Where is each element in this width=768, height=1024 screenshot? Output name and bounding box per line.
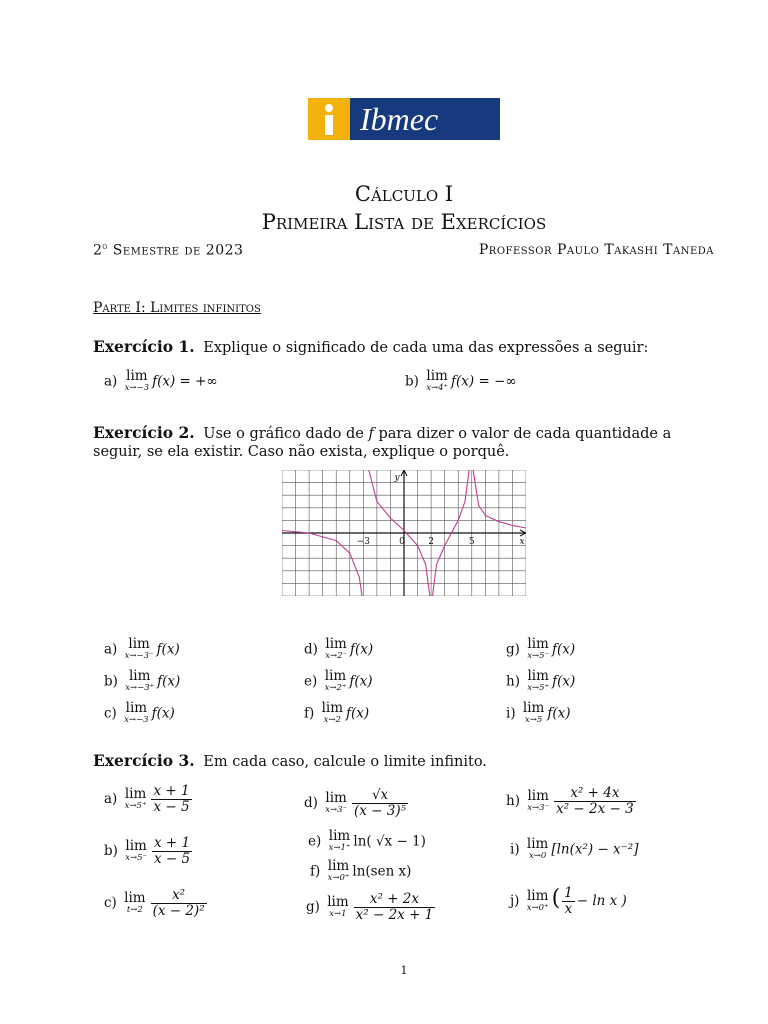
ex2-item-f: f) lim x→2 f(x) <box>304 700 370 725</box>
ex3-item-f: f) lim x→0⁺ ln(sen x) <box>310 858 412 883</box>
ex3-item-h: h) lim x→3⁻ $\frac{\text{x² + 4x}}{\text{x² − 2x − 3}}$ <box>506 785 634 817</box>
ex3-item-b: b) lim x→5⁻ $\frac{x + 1}{x - 5}$ <box>104 835 191 867</box>
professor: Professor Paulo Takashi Taneda <box>478 242 714 258</box>
ex3-item-g: g) lim x→1 $\frac{\text{x² + 2x}}{\text{x² − 2x + 1}}$ <box>306 891 434 923</box>
page-subtitle: Primeira Lista de Exercícios <box>261 210 547 234</box>
logo-i-mark <box>308 98 350 140</box>
page-number: 1 <box>400 964 408 977</box>
x-axis-label: x <box>519 537 525 547</box>
ex1-item-b: b) lim x→4⁺ f(x) = −∞ <box>405 368 517 393</box>
ex2-item-h: h) lim x→5⁺ f(x) <box>506 668 576 693</box>
ex1-item-a: a) lim x→−3 f(x) = +∞ <box>104 368 218 393</box>
ex2-item-b: b) lim x→−3⁺ f(x) <box>104 668 181 693</box>
x-tick-label: 2 <box>428 537 434 547</box>
x-tick-label: −3 <box>356 537 370 547</box>
part-heading: Parte I: Limites infinitos <box>93 300 261 316</box>
function-graph <box>282 470 526 596</box>
exercise-1: Exercício 1. Explique o significado de cada uma das expressões a seguir: <box>93 337 649 356</box>
ex2-item-e: e) lim x→2⁺ f(x) <box>304 668 373 693</box>
ex3-item-d: d) lim x→3⁻ $\frac{√x}{\text{(x − 3)⁵}}$ <box>304 787 407 819</box>
ex2-item-d: d) lim x→2⁻ f(x) <box>304 636 374 661</box>
exercise-2: Exercício 2. Use o gráfico dado de f para dizer o valor de cada quantidade a seguir, se ela existir. Caso não exista, explique o porquê. <box>93 423 672 460</box>
ex3-item-a: a) lim x→5⁺ $\frac{x + 1}{x - 5}$ <box>104 783 190 815</box>
exercise-3: Exercício 3. Em cada caso, calcule o limite infinito. <box>93 751 487 770</box>
ex2-item-c: c) lim x→−3 f(x) <box>104 700 175 725</box>
ex3-item-c: c) lim t→2 $\frac{\text{x²}}{\text{(x − 2)²}}$ <box>104 887 205 919</box>
ex3-item-j: j) lim x→0⁺ ( $\frac{1}{x}$ − ln x ) <box>510 885 627 917</box>
x-tick-label: 5 <box>468 537 475 547</box>
page-title: Cálculo I <box>354 182 454 206</box>
ex3-item-i: i) lim x→0 [ln(x²) − x⁻²] <box>510 836 639 861</box>
semester: 2$^o$ Semestre de 2023 <box>93 242 244 259</box>
ex2-item-i: i) lim x→5 f(x) <box>506 700 571 725</box>
ex2-item-a: a) lim x→−3⁻ f(x) <box>104 636 180 661</box>
ex3-item-e: e) lim x→1⁺ ln( √x − 1) <box>308 828 426 853</box>
logo-text: Ibmec <box>360 101 439 137</box>
ex2-item-g: g) lim x→5⁻ f(x) <box>506 636 576 661</box>
x-tick-label: 0 <box>399 537 405 547</box>
y-axis-label: y <box>394 473 400 483</box>
